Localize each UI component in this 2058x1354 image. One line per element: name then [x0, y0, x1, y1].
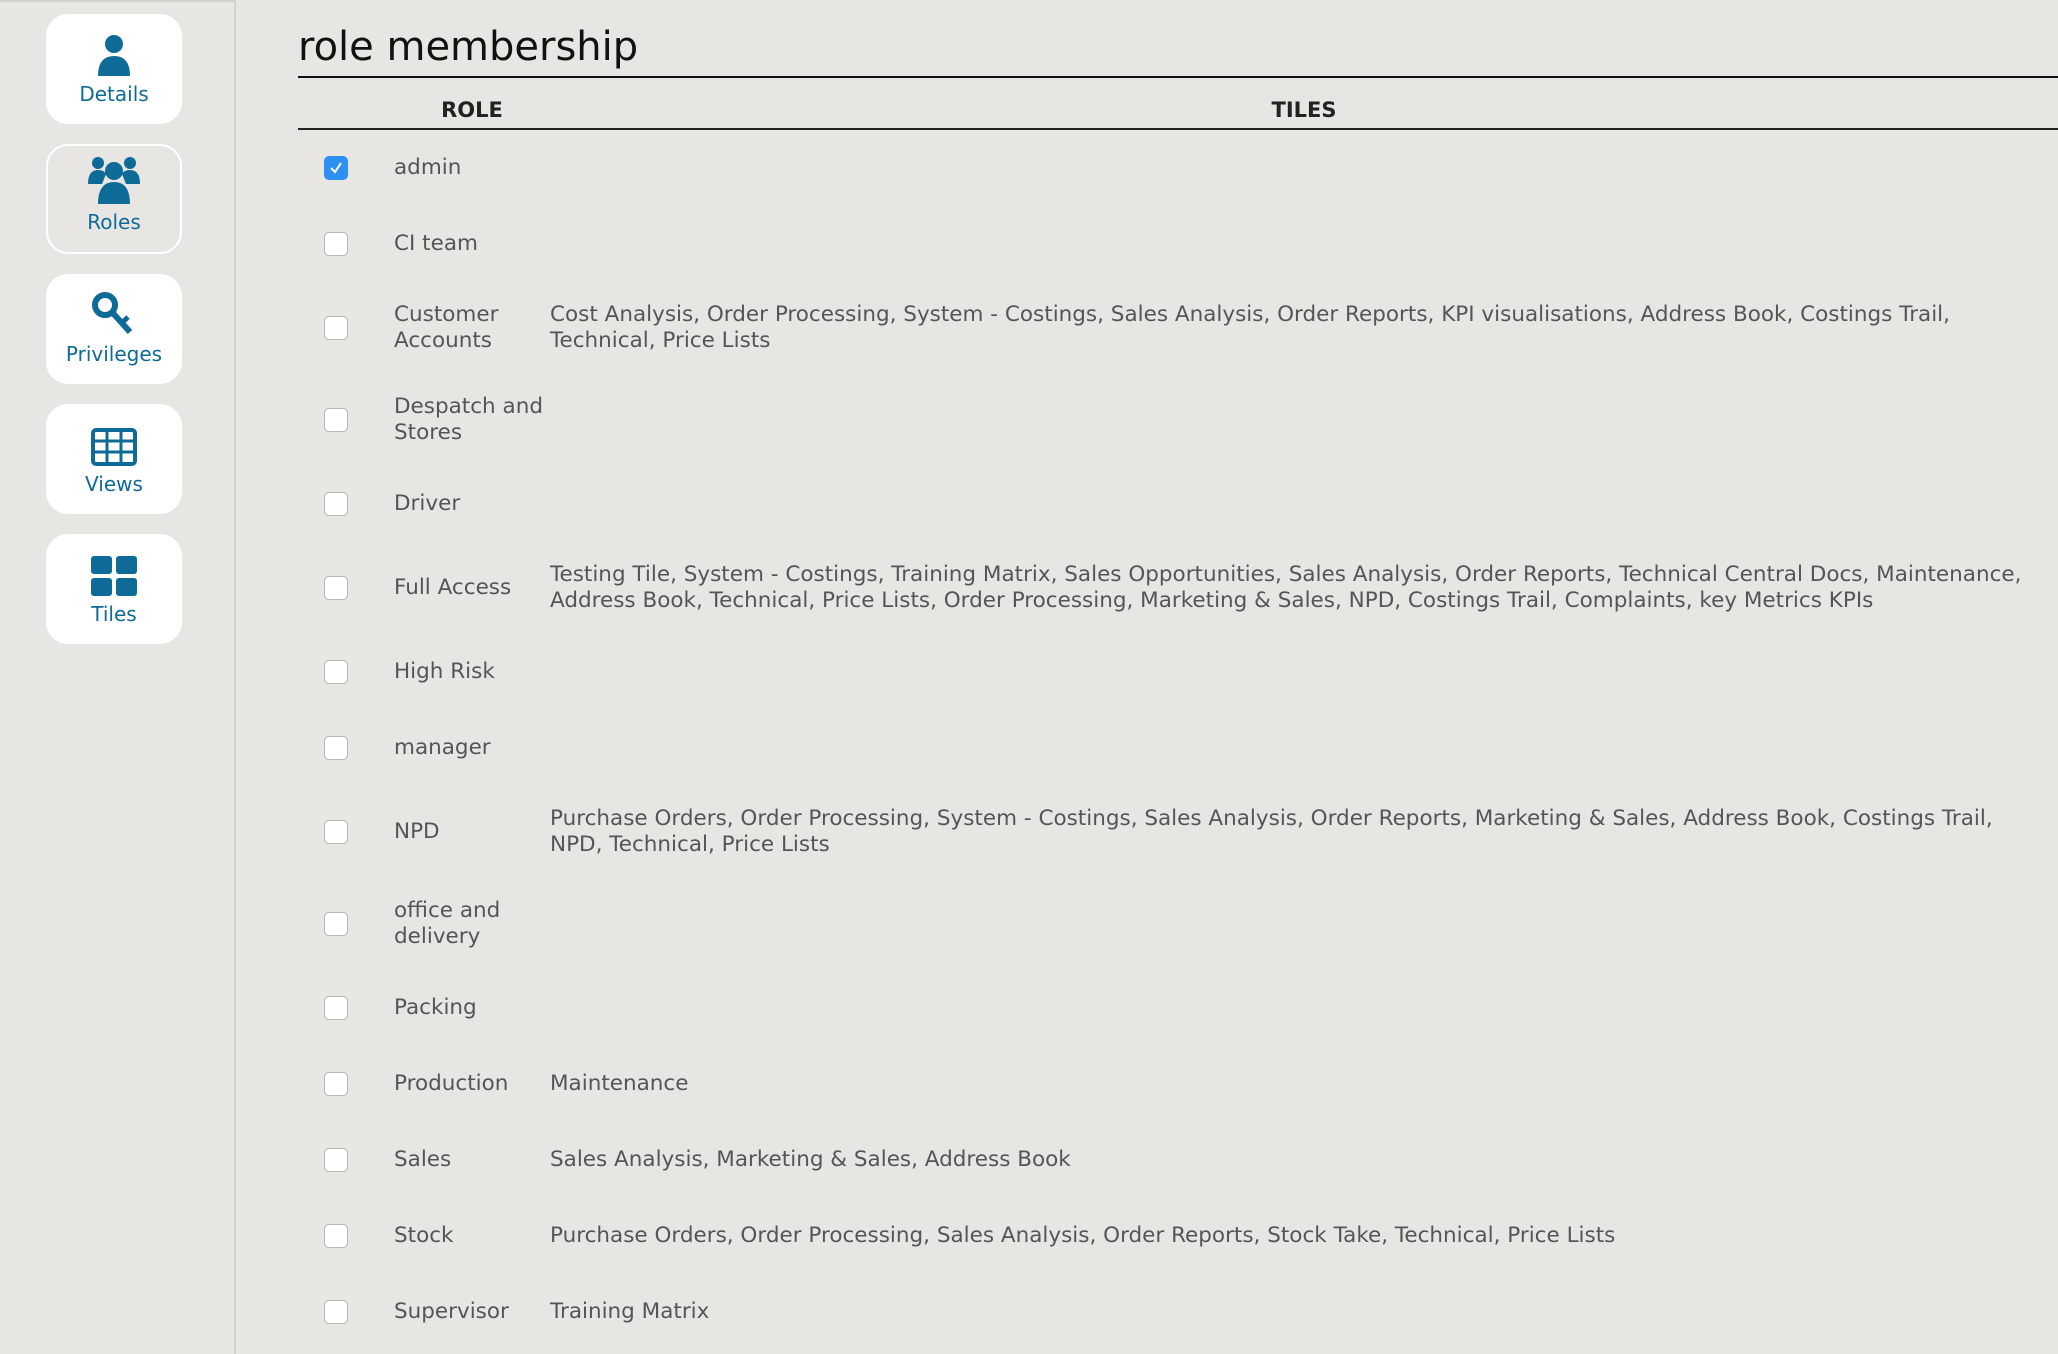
role-name: Despatch and Stores — [394, 394, 543, 445]
table-row — [298, 130, 2058, 206]
table-row — [298, 1122, 2058, 1198]
sidebar-item-label: Details — [79, 82, 149, 106]
sidebar-item-label: Privileges — [65, 342, 163, 366]
role-name: Driver — [394, 491, 461, 516]
role-checkbox[interactable] — [324, 1300, 348, 1324]
role-checkbox[interactable] — [324, 492, 348, 516]
column-header-role-cell — [298, 98, 550, 122]
role-checkbox[interactable] — [324, 996, 348, 1020]
role-tiles: Maintenance — [550, 1071, 689, 1096]
sidebar-item-privileges[interactable] — [46, 274, 182, 384]
role-list — [298, 130, 2058, 1350]
table-row — [298, 710, 2058, 786]
role-checkbox[interactable] — [324, 1072, 348, 1096]
sidebar-item-label: Views — [85, 472, 143, 496]
grid-icon — [91, 556, 137, 596]
role-checkbox[interactable] — [324, 576, 348, 600]
table-row — [298, 542, 2058, 634]
user-icon — [94, 34, 134, 76]
role-name: Full Access — [394, 575, 512, 600]
table-row — [298, 1046, 2058, 1122]
role-checkbox[interactable] — [324, 820, 348, 844]
column-header-role: ROLE — [441, 98, 503, 122]
role-checkbox[interactable] — [324, 912, 348, 936]
sidebar-item-tiles[interactable] — [46, 534, 182, 644]
column-header-tiles: TILES — [1271, 98, 1337, 122]
table-row — [298, 1198, 2058, 1274]
role-name: admin — [394, 155, 462, 180]
sidebar-item-label: Tiles — [91, 602, 137, 626]
role-checkbox[interactable] — [324, 408, 348, 432]
role-name: Packing — [394, 995, 477, 1020]
role-name: Sales — [394, 1147, 452, 1172]
role-name: Stock — [394, 1223, 454, 1248]
role-tiles: Purchase Orders, Order Processing, System - Costings, Sales Analysis, Order Reports, Marketing & Sales, Address Book, Costings Trail, NPD, Technical, Price Lists — [550, 806, 1993, 857]
table-row — [298, 1274, 2058, 1350]
table-row — [298, 466, 2058, 542]
role-name: Production — [394, 1071, 509, 1096]
role-name: office and delivery — [394, 898, 501, 949]
page-title: role membership — [298, 0, 2058, 78]
role-tiles: Sales Analysis, Marketing & Sales, Address Book — [550, 1147, 1071, 1172]
role-checkbox[interactable] — [324, 316, 348, 340]
table-row — [298, 374, 2058, 466]
users-icon — [88, 156, 140, 204]
table-icon — [91, 428, 137, 466]
table-row — [298, 878, 2058, 970]
main-content — [298, 0, 2058, 1350]
role-name: NPD — [394, 819, 440, 844]
table-header — [298, 78, 2058, 130]
role-tiles: Training Matrix — [550, 1299, 710, 1324]
role-tiles: Testing Tile, System - Costings, Training Matrix, Sales Opportunities, Sales Analysis, Order Reports, Technical Central Docs, Maintenance, Address Book, Technical, Price Lists, Order Processing, Marketing & Sales, NPD, Costings Trail, Complaints, key Metrics KPIs — [550, 562, 2022, 613]
role-name: Customer Accounts — [394, 302, 499, 353]
table-row — [298, 634, 2058, 710]
role-name: CI team — [394, 231, 478, 256]
table-row — [298, 282, 2058, 374]
check-icon — [329, 161, 343, 175]
role-checkbox[interactable] — [324, 156, 348, 180]
role-name: manager — [394, 735, 491, 760]
sidebar — [0, 0, 236, 1354]
role-tiles: Purchase Orders, Order Processing, Sales Analysis, Order Reports, Stock Take, Technical, Price Lists — [550, 1223, 1616, 1248]
role-checkbox[interactable] — [324, 660, 348, 684]
role-checkbox[interactable] — [324, 232, 348, 256]
sidebar-item-views[interactable] — [46, 404, 182, 514]
role-checkbox[interactable] — [324, 1148, 348, 1172]
role-checkbox[interactable] — [324, 736, 348, 760]
sidebar-item-label: Roles — [87, 210, 141, 234]
sidebar-item-details[interactable] — [46, 14, 182, 124]
table-row — [298, 970, 2058, 1046]
role-checkbox[interactable] — [324, 1224, 348, 1248]
role-name: High Risk — [394, 659, 495, 684]
role-tiles: Cost Analysis, Order Processing, System - Costings, Sales Analysis, Order Reports, KPI visualisations, Address Book, Costings Trail, Technical, Price Lists — [550, 302, 1950, 353]
sidebar-item-roles[interactable] — [46, 144, 182, 254]
key-icon — [92, 292, 136, 336]
table-row — [298, 206, 2058, 282]
role-name: Supervisor — [394, 1299, 509, 1324]
table-row — [298, 786, 2058, 878]
